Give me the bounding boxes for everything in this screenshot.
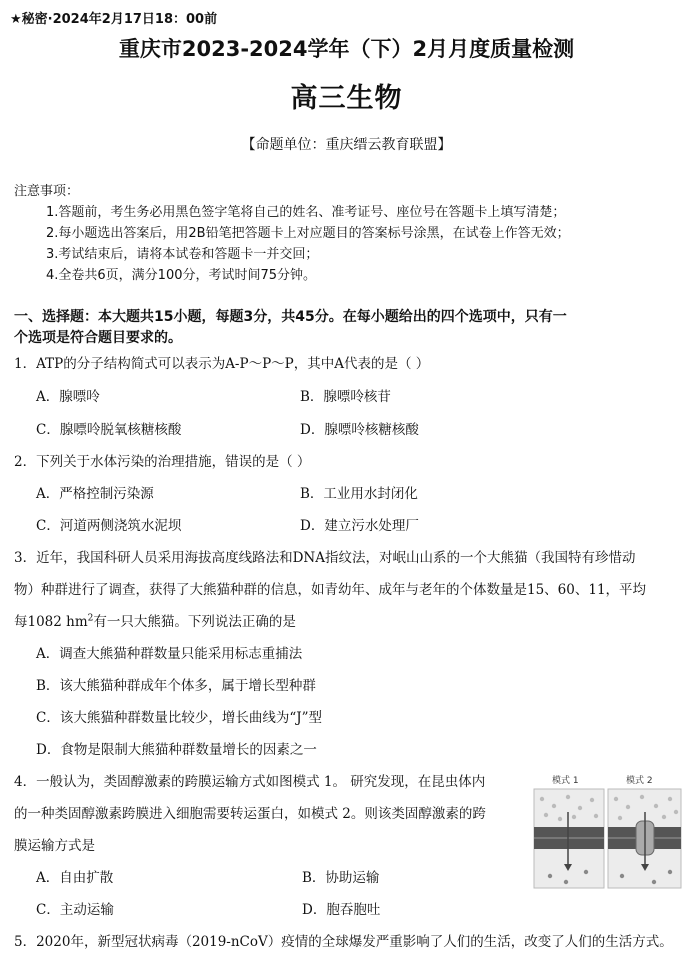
q2-option-a: A．严格控制污染源 — [36, 486, 154, 502]
membrane-transport-figure — [530, 772, 685, 890]
notice-heading: 注意事项： — [14, 184, 80, 199]
q4-option-b: B．协助运输 — [302, 870, 380, 886]
question-1-stem: 1．ATP的分子结构简式可以表示为A-P～P～P，其中A代表的是（ ） — [14, 356, 430, 372]
q3-line3-end: 有一只大熊猫。下列说法正确的是 — [93, 614, 296, 630]
q1-option-d: D．腺嘌呤核糖核酸 — [300, 422, 419, 438]
q3-superscript: 2 — [87, 613, 94, 624]
q3-option-c: C．该大熊猫种群数量比较少，增长曲线为“J”型 — [36, 710, 323, 726]
q3-option-b: B．该大熊猫种群成年个体多，属于增长型种群 — [36, 678, 316, 694]
notice-item: 4.全卷共6页，满分100分，考试时间75分钟。 — [46, 268, 317, 283]
section-heading-cont: 个选项是符合题目要求的。 — [14, 330, 182, 346]
q3-option-d: D．食物是限制大熊猫种群数量增长的因素之一 — [36, 742, 317, 758]
q2-option-c: C．河道两侧浇筑水泥坝 — [36, 518, 182, 534]
question-3-stem-line3 — [14, 610, 296, 630]
q1-option-a: A．腺嘌呤 — [36, 389, 100, 405]
question-4-stem-line3: 膜运输方式是 — [14, 838, 95, 854]
q1-option-b: B．腺嘌呤核苷 — [300, 389, 391, 405]
question-4-stem-line2: 的一种类固醇激素跨膜进入细胞需要转运蛋白，如模式 2。则该类固醇激素的跨 — [14, 806, 486, 822]
q2-option-d: D．建立污水处理厂 — [300, 518, 419, 534]
section-heading: 一、选择题：本大题共15小题，每题3分，共45分。在每小题给出的四个选项中，只有一 — [14, 309, 567, 325]
exam-unit: 【命题单位：重庆缙云教育联盟】 — [241, 137, 452, 153]
exam-subject: 高三生物 — [290, 83, 403, 114]
notice-item: 1.答题前，考生务必用黑色签字笔将自己的姓名、准考证号、座位号在答题卡上填写清楚； — [46, 205, 566, 220]
confidential-label: ★秘密·2024年2月17日18：00前 — [10, 12, 218, 27]
notice-item: 3.考试结束后，请将本试卷和答题卡一并交回； — [46, 247, 319, 262]
q4-option-a: A．自由扩散 — [36, 870, 114, 886]
question-5-stem: 5．2020年，新型冠状病毒（2019-nCoV）疫情的全球爆发严重影响了人们的生活，改变了人们的生活方式。 — [14, 934, 673, 950]
question-2-stem: 2．下列关于水体污染的治理措施，错误的是（ ） — [14, 454, 311, 470]
q3-line3-start: 每1082 hm — [14, 614, 88, 630]
exam-title: 重庆市2023-2024学年（下）2月月度质量检测 — [118, 37, 575, 61]
question-4-stem-line1: 4．一般认为，类固醇激素的跨膜运输方式如图模式 1。 研究发现，在昆虫体内 — [14, 774, 486, 790]
figure-label-mode1: 模式 1 — [552, 776, 579, 786]
q1-option-c: C．腺嘌呤脱氧核糖核酸 — [36, 422, 182, 438]
question-3-stem-line1: 3．近年，我国科研人员采用海拔高度线路法和DNA指纹法，对岷山山系的一个大熊猫（我国特有珍惜动 — [14, 550, 636, 566]
figure-label-mode2: 模式 2 — [626, 776, 653, 786]
notice-item: 2.每小题选出答案后，用2B铅笔把答题卡上对应题目的答案标号涂黑，在试卷上作答无效； — [46, 226, 570, 241]
q2-option-b: B．工业用水封闭化 — [300, 486, 418, 502]
q4-option-d: D．胞吞胞吐 — [302, 902, 381, 918]
q4-option-c: C．主动运输 — [36, 902, 114, 918]
question-3-stem-line2: 物）种群进行了调查，获得了大熊猫种群的信息，如青幼年、成年与老年的个体数量是15、60、11，平均 — [14, 582, 647, 598]
q3-option-a: A．调查大熊猫种群数量只能采用标志重捕法 — [36, 646, 303, 662]
